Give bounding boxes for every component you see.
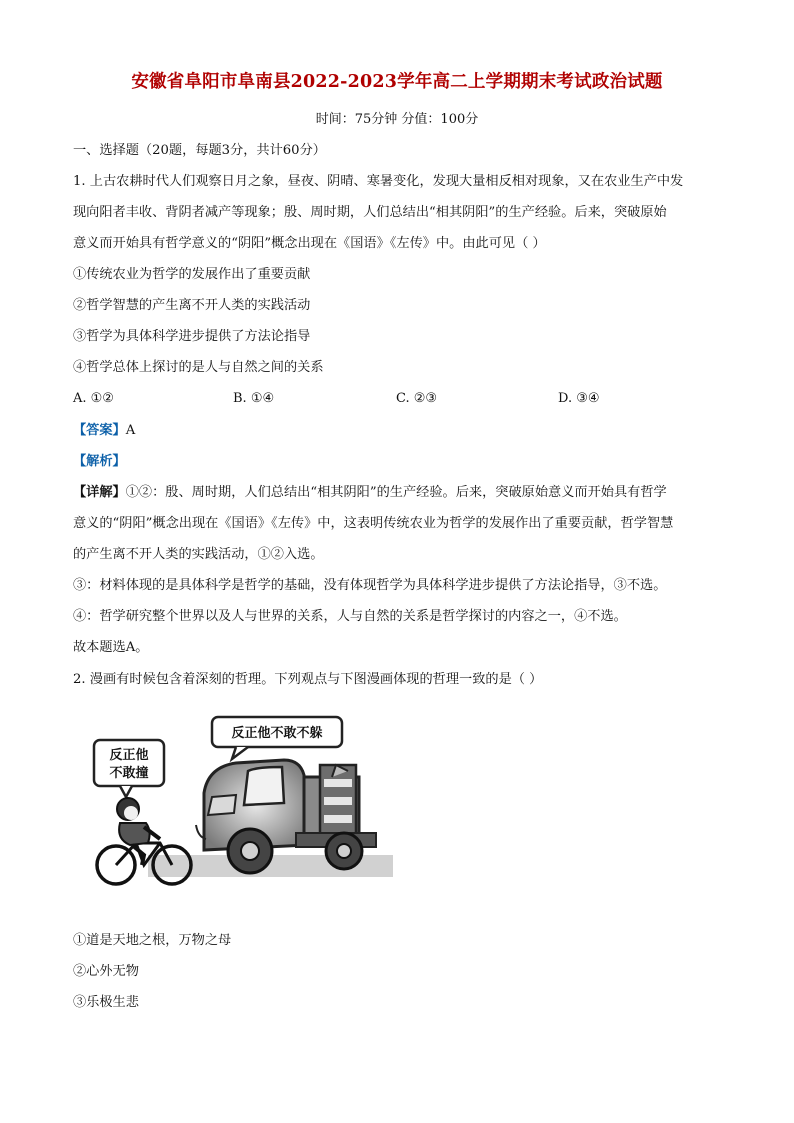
statement-item: ①道是天地之根，万物之母 <box>73 933 232 948</box>
statement-item: ②心外无物 <box>73 964 139 979</box>
option-d: D. ③④ <box>558 391 600 406</box>
detail-line: ④：哲学研究整个世界以及人与世界的关系，人与自然的关系是哲学探讨的内容之一，④不选。 <box>73 609 627 624</box>
detail-line: ③：材料体现的是具体科学是哲学的基础，没有体现哲学为具体科学进步提供了方法论指导，③不选。 <box>73 578 667 593</box>
question-1-line: 现向阳者丰收、背阴者减产等现象；殷、周时期，人们总结出“相其阴阳”的生产经验。后来，突破原始 <box>73 205 667 220</box>
option-a: A. ①② <box>73 391 114 406</box>
speech-bubble-right <box>212 717 342 759</box>
page-title: 安徽省阜阳市阜南县2022-2023学年高二上学期期末考试政治试题 <box>131 72 663 92</box>
speech-bubble-left <box>94 740 164 797</box>
bubble-left-text-2: 不敢撞 <box>109 766 149 781</box>
option-b: B. ①④ <box>233 391 275 406</box>
analysis-line <box>73 452 733 472</box>
cartoon-image <box>86 705 398 900</box>
detail-text: ①②：殷、周时期，人们总结出“相其阴阳”的生产经验。后来，突破原始意义而开始具有哲学 <box>125 485 667 500</box>
statement-item: ③乐极生悲 <box>73 995 139 1010</box>
section-heading: 一、选择题（20题，每题3分，共计60分） <box>73 143 326 158</box>
statement-item: ③哲学为具体科学进步提供了方法论指导 <box>73 329 311 344</box>
bubble-left-text-1: 反正他 <box>109 748 149 763</box>
answer-line <box>73 421 733 441</box>
question-2-stem: 2. 漫画有时候包含着深刻的哲理。下列观点与下图漫画体现的哲理一致的是（ ） <box>73 672 543 687</box>
exam-meta: 时间：75分钟 分值：100分 <box>315 112 479 127</box>
detail-line: 的产生离不开人类的实践活动，①②入选。 <box>73 547 324 562</box>
detail-line <box>73 483 733 503</box>
option-c: C. ②③ <box>396 391 438 406</box>
detail-line: 故本题选A。 <box>73 640 149 655</box>
answer-value: A <box>125 423 136 438</box>
statement-item: ④哲学总体上探讨的是人与自然之间的关系 <box>73 360 324 375</box>
question-1-line: 意义而开始具有哲学意义的“阴阳”概念出现在《国语》《左传》中。由此可见（ ） <box>73 236 546 251</box>
question-1-line: 1. 上古农耕时代人们观察日月之象，昼夜、阴晴、寒暑变化，发现大量相反相对现象，又在农业生产中发 <box>73 174 684 189</box>
analysis-tag: 【解析】 <box>73 454 126 469</box>
detail-tag: 【详解】 <box>73 485 126 500</box>
detail-line: 意义的“阴阳”概念出现在《国语》《左传》中，这表明传统农业为哲学的发展作出了重要贡献，哲学智慧 <box>73 516 674 531</box>
statement-item: ①传统农业为哲学的发展作出了重要贡献 <box>73 267 311 282</box>
answer-tag: 【答案】 <box>73 423 126 438</box>
statement-item: ②哲学智慧的产生离不开人类的实践活动 <box>73 298 311 313</box>
bubble-right-text: 反正他不敢不躲 <box>231 726 323 741</box>
